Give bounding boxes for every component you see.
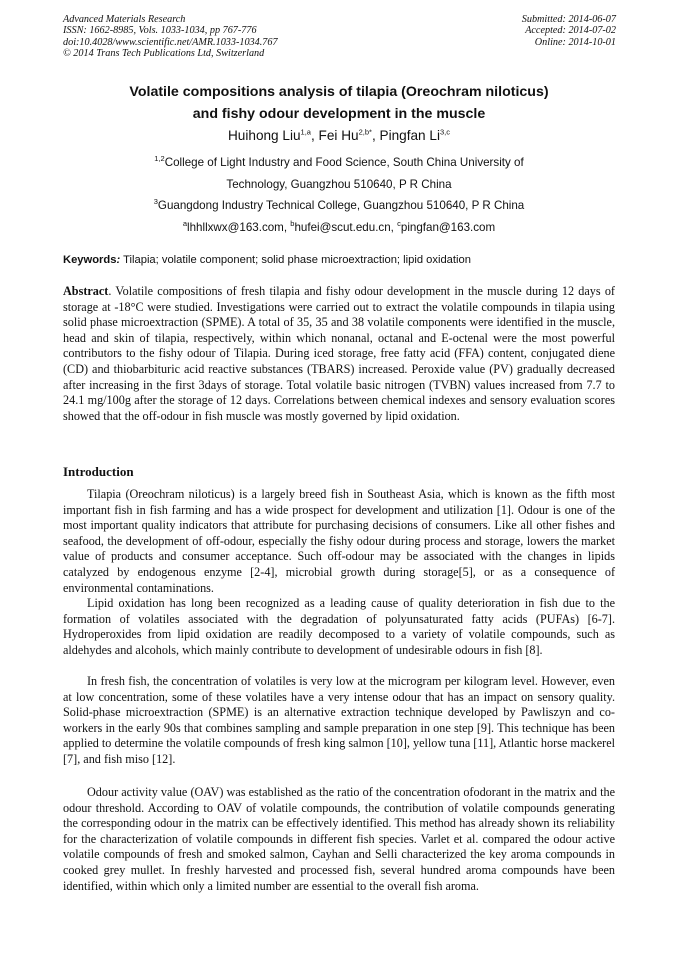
intro-paragraph: Lipid oxidation has long been recognized as a leading cause of quality deterioration in fish due to the formation of volatiles associated with the degradation of polyunsaturated fatty acids (PUFAs) [6-7]. Hydroperoxides from lipid oxidation are readily decomposed to a variety of volatile compounds, such as aldehydes and alcohols, which mainly contribute to development of undesirable odours in fish [8]. [63,596,615,657]
author-name: Fei Hu [318,128,359,143]
affiliation-superscript: 3 [153,197,158,207]
intro-paragraph: In fresh fish, the concentration of volatiles is very low at the microgram per kilogram level. However, even at low concentration, some of these volatiles have a very intense odour that has an impact on sensory quality. Solid-phase microextraction (SPME) is an alternative extraction technique developed by Pawliszyn and co-workers in the early 90s that combines sampling and sample preparation in one step [9]. This technique has been applied to determine the volatile compounds of fresh king salmon [10], yellow tuna [11], Atlantic horse mackerel [7], and fish miso [12]. [63,674,615,766]
author-superscript: 3,c [439,127,450,137]
intro-paragraph: Tilapia (Oreochram niloticus) is a largely breed fish in Southeast Asia, which is known as the fifth most important fish in fish farming and has a wide prospect for development and utilization [1]. Odour is one of the most important quality indicators that attribute for purchasing decisions of consumers. Like all other fishes and seafood, the development of off-odour, especially the fishy odour during process and storage, lowers the market value of products and consumer acceptance. Such off-odour may be associated with the changes in lipids catalyzed by endogenous enzyme [2-4], microbial growth during storage[5], or as a consequence of environmental contaminations. [63,487,615,595]
section-heading-introduction: Introduction [63,464,134,479]
author-name: Pingfan Li [379,128,440,143]
email-address: lhhllxwx@163.com, [187,221,291,234]
affiliation-text: Guangdong Industry Technical College, Guangzhou 510640, P R China [157,199,525,212]
dates-info [522,14,616,48]
author-separator: , [371,128,380,143]
author-separator: , [310,128,319,143]
email-address: hufei@scut.edu.cn, [294,221,398,234]
abstract [63,284,615,424]
keywords-text: Tilapia; volatile component; solid phase microextraction; lipid oxidation [120,254,471,266]
affiliation-3 [0,195,678,217]
affiliation-superscript: 1,2 [154,154,165,164]
doi-line: doi:10.4028/www.scientific.net/AMR.1033-1034.767 [63,36,278,48]
submitted-date: Submitted: 2014-06-07 [521,14,616,25]
issn-line: ISSN: 1662-8985, Vols. 1033-1034, pp 767-776 [63,25,257,37]
title-line-1: Volatile compositions analysis of tilapia (Oreochram niloticus) [129,84,549,100]
email-line [0,217,678,239]
paper-title [0,82,678,125]
author-name: Huihong Liu [227,128,301,143]
author-superscript: 2,b* [358,127,372,137]
email-superscript: c [397,219,401,229]
intro-paragraph: Odour activity value (OAV) was established as the ratio of the concentration ofodorant in the matrix and the odour threshold. According to OAV of volatile compounds, the contribution of volatile compounds generating the corresponding odour in the matrix can be effectively identified. This method has already shown its reliability for the characterization of volatile compounds in different fish species. Varlet et al. compared the odour active volatile compounds of fresh and smoked salmon, Cayhan and Selli characterized the key aroma compounds in cooked grey mullet. In freshly harvested and processed fish, several hundred aroma compounds have been identified, within which only a limited number are essential to the overall fish aroma. [63,785,615,893]
affiliation-text: Technology, Guangzhou 510640, P R China [226,177,452,191]
online-date: Online: 2014-10-01 [534,36,616,48]
email-superscript: a [182,219,188,229]
email-superscript: b [290,219,295,229]
abstract-label: Abstract [63,284,109,298]
affiliation-1-2 [0,152,678,195]
email-address: pingfan@163.com [400,221,496,234]
keywords-colon: : [116,254,121,266]
abstract-text: . Volatile compositions of fresh tilapia and fishy odour development in the muscle during 12 days of storage at -18°C were studied. Investigations were carried out to extract the volatile compounds in tilapia using solid phase microextraction (SPME). A total of 35, 35 and 38 volatile components were identified in the muscle, head and skin of tilapia, respectively, within which nonanal, octanal and E-octenal were the most powerful contributors to the fishy odour of Tilapia. During iced storage, free fatty acid (FFA) content, conjugated diene (CD) and thiobarbituric acid reactive substances (TBARS) increased. Peroxide value (PV) gradually decreased after increasing in the first 3days of storage. Total volatile basic nitrogen (TVBN) values increased from 7.7 to 24.1 mg/100g after the storage of 12 days. Correlations between chemical indexes and sensory evaluation scores showed that the off-odour in fish muscle was mostly governed by lipid oxidation. [63,284,615,423]
journal-info [63,14,278,59]
author-list [0,127,678,145]
journal-name: Advanced Materials Research [63,14,186,25]
affiliation-text: College of Light Industry and Food Science, South China University of [164,156,524,169]
keywords-label: Keywords [63,254,117,266]
copyright-line: © 2014 Trans Tech Publications Ltd, Switzerland [63,47,265,59]
title-line-2: and fishy odour development in the muscle [192,105,486,122]
author-superscript: 1,a [300,127,311,137]
accepted-date: Accepted: 2014-07-02 [525,25,616,37]
keywords [63,253,615,267]
